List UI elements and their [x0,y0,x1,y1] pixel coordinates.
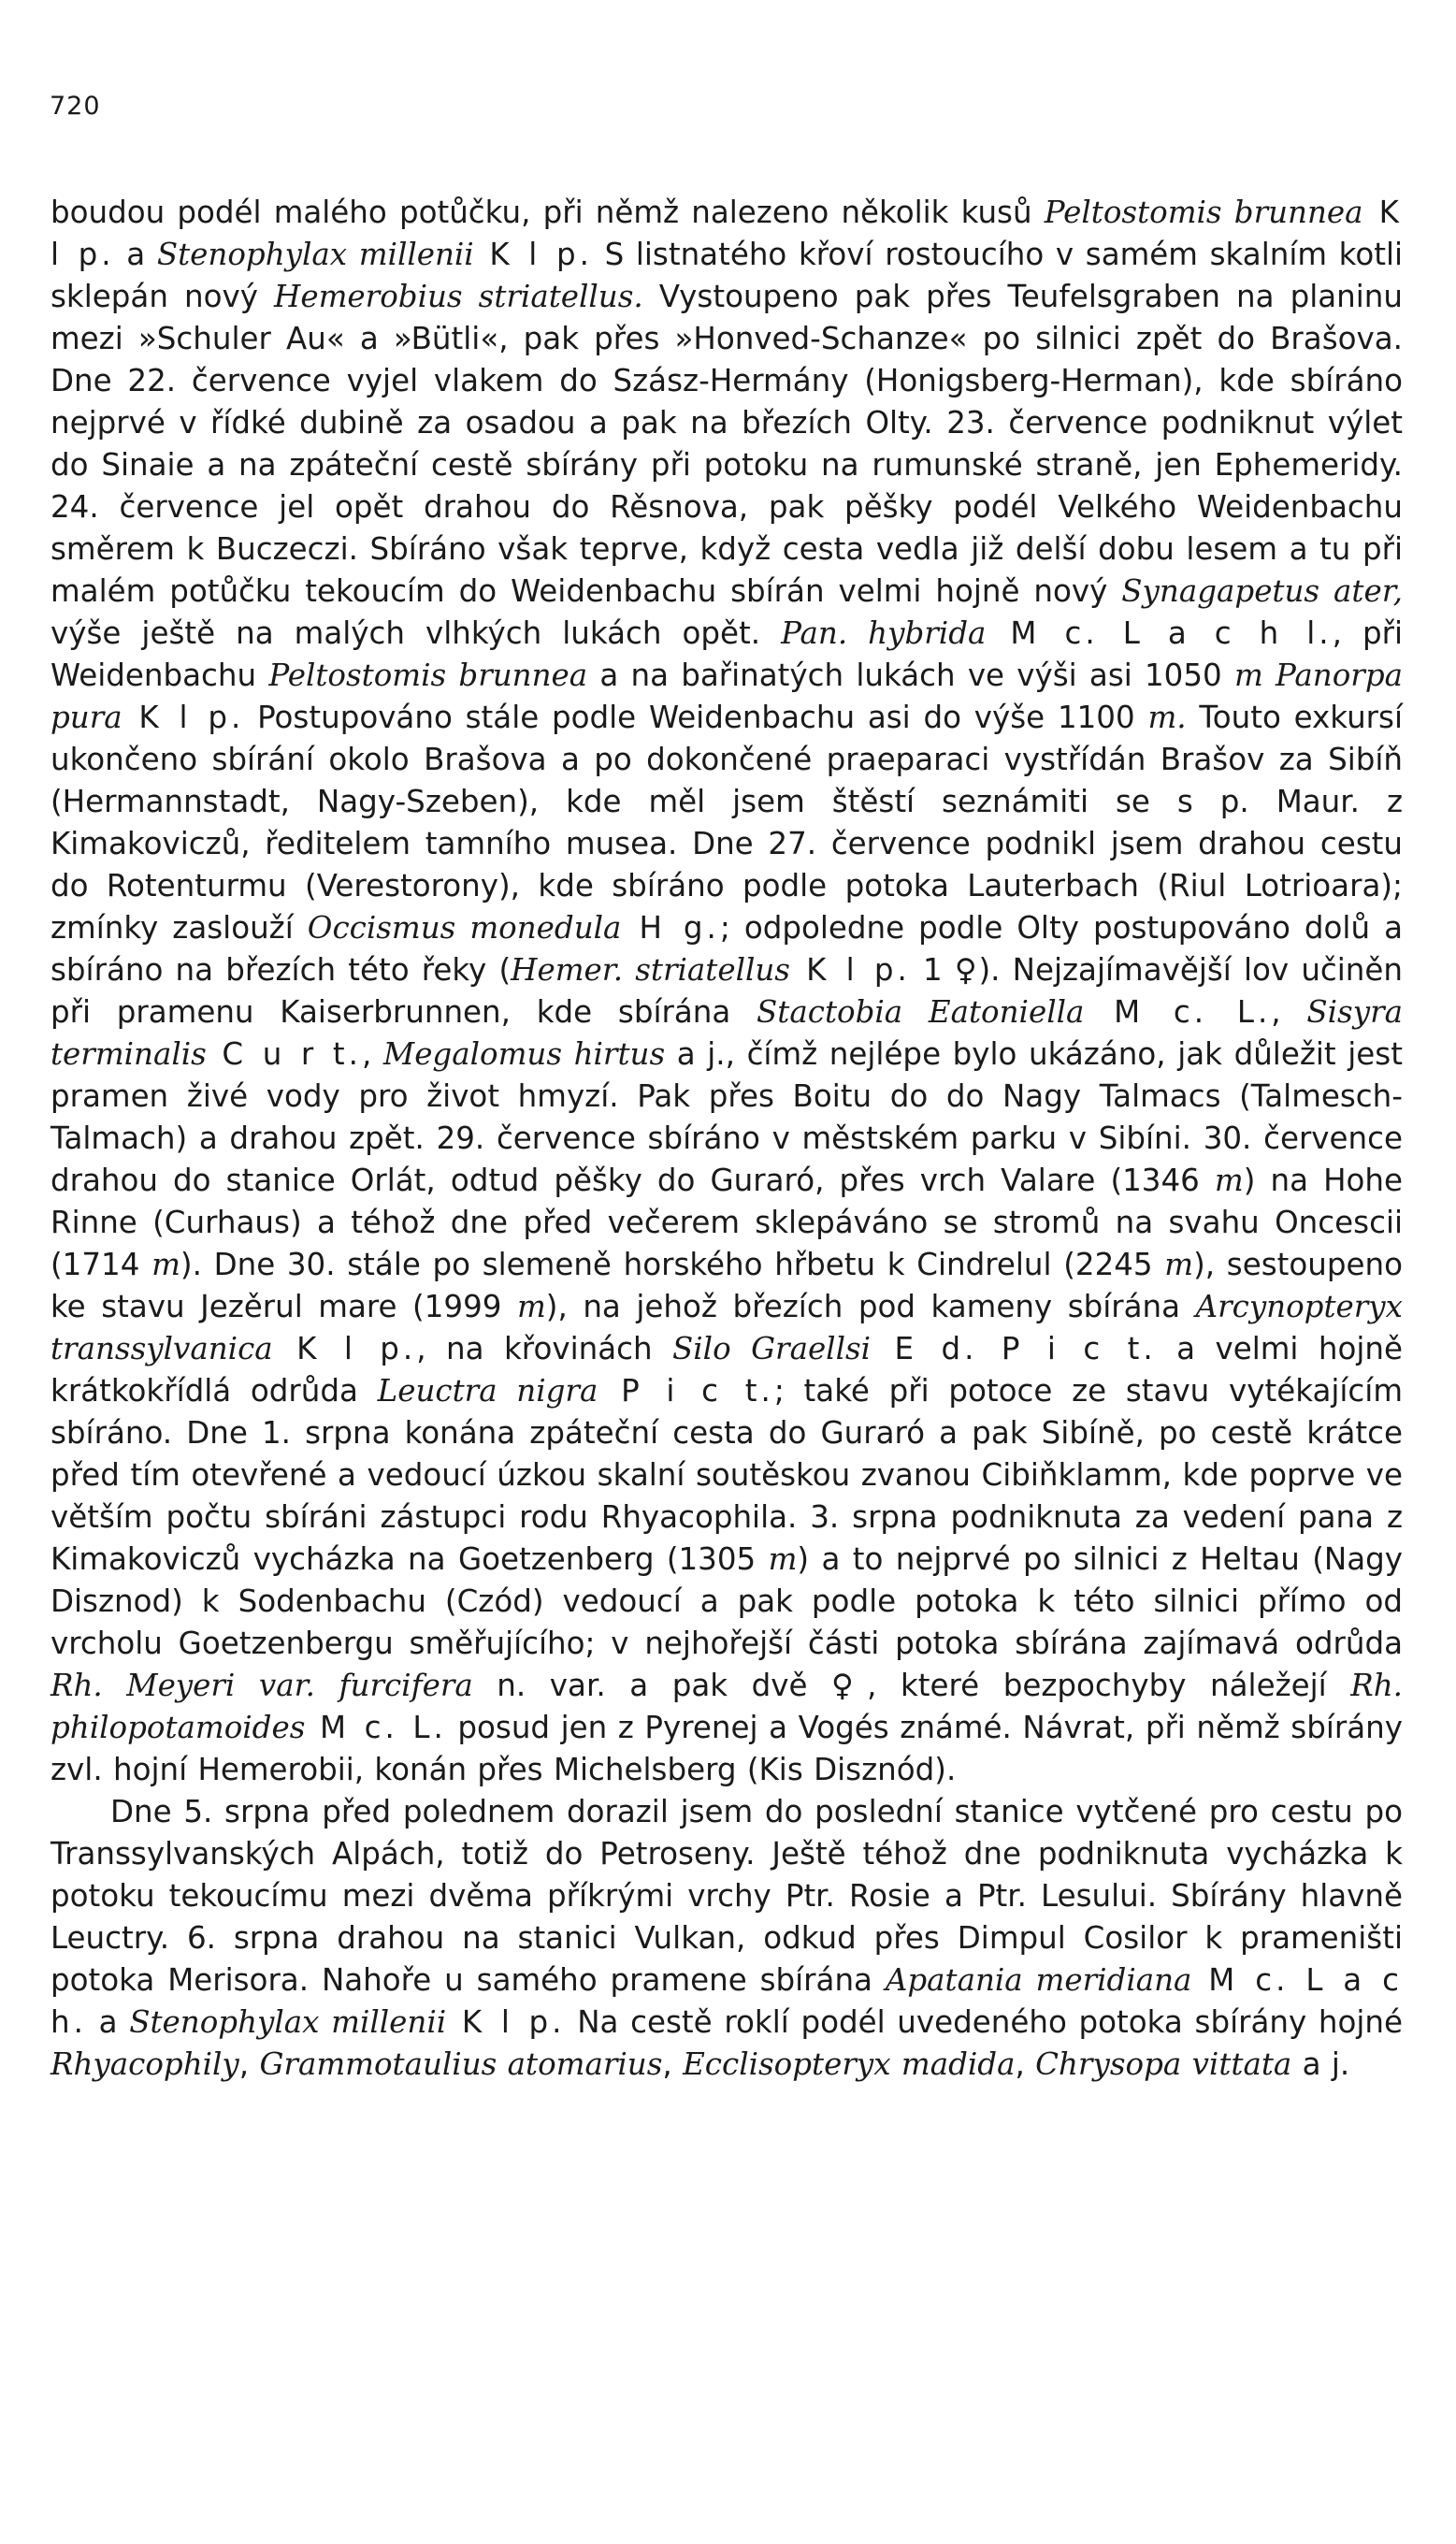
text-run: a velmi hojně krátkokřídlá odrůda [50,1331,1403,1409]
taxon-name: m [151,1247,180,1282]
text-run: n. var. a pak dvě ♀, které bezpochyby náležejí [472,1668,1351,1703]
author-abbreviation: K l p. [789,952,911,988]
taxon-name: m. [1147,700,1187,735]
taxon-name: Synagapetus ater, [1121,573,1403,609]
text-run: Dne 5. srpna před polednem dorazil jsem do poslední stanice vytčené pro cestu po Transsylvanských Alpách, totiž do Petroseny. Ještě téhož dne podniknuta vycházka k potoku tekoucímu mezi dvěma příkrými vrchy Ptr. Rosie a Ptr. Lesului. Sbírány hlavně Leuctry. 6. srpna drahou na stanici Vulkan, odkud přes Dimpul Cosilor k prameništi potoka Merisora. Nahoře u samého pramene sbírána [50,1794,1403,1998]
taxon-name: Panorpa pura [50,658,1404,735]
text-run: ), na jehož březích pod kameny sbírána [545,1289,1196,1324]
text-run: a j. [1291,2046,1350,2082]
taxon-name: Hemer. striatellus [511,952,790,988]
text-run: , [1271,994,1307,1030]
taxon-name: Hemerobius striatellus. [274,279,643,314]
taxon-name: m [1214,1163,1244,1198]
text-run: 1 ♀). Nejzajímavější lov učiněn při pramenu Kaiserbrunnen, kde sbírána [50,952,1404,1030]
paragraph-1 [50,192,1403,1791]
taxon-name: Sisyra terminalis [50,994,1404,1072]
text-run [1263,658,1276,693]
taxon-name: Pan. hybrida [781,615,987,651]
taxon-name: Stenophylax millenii [156,237,474,272]
taxon-name: Peltostomis brunnea [268,658,588,693]
body-text [50,192,1403,2086]
text-run: , na křovinách [416,1331,673,1366]
text-run: , [1015,2046,1036,2082]
taxon-name: Leuctra nigra [377,1373,598,1409]
author-abbreviation: K l p. [272,1331,417,1366]
text-run: ) na Hohe Rinne (Curhaus) a téhož dne před večerem sklepáváno se stromů na svahu Oncescii (1714 [50,1163,1403,1282]
taxon-name: m [768,1541,798,1577]
text-run: , při Weidenbachu [50,615,1403,693]
taxon-name: Occismus monedula [307,910,622,946]
text-run: a j., čímž nejlépe bylo ukázáno, jak důležit jest pramen živé vody pro život hmyzí. Pak přes Boitu do do Nagy Talmacs (Talmesch-Talmach) a drahou zpět. 29. července sbíráno v městském parku v Sibíni. 30. července drahou do stanice Orlát, odtud pěšky do Guraró, přes vrch Valare (1346 [50,1036,1403,1198]
taxon-name: Ecclisopteryx madida [683,2046,1016,2082]
text-run: ). Dne 30. stále po slemeně horského hřbetu k Cindrelul (2245 [180,1247,1165,1282]
author-abbreviation: C u r t. [206,1036,362,1072]
author-abbreviation: M c. L a c h l. [986,615,1333,651]
author-abbreviation: M c. L. [1084,994,1272,1030]
text-run: a [86,2004,130,2040]
author-abbreviation: M c. L a c h. [50,1962,1403,2040]
taxon-name: Stenophylax millenii [129,2004,447,2040]
text-run: ; také při potoce ze stavu vytékajícím sbíráno. Dne 1. srpna konána zpáteční cesta do Guraró a pak Sibíně, po cestě krátce před tím otevřené a vedoucí úzkou skalní soutěskou zvanou Cibiňklamm, kde poprve ve větším počtu sbíráni zástupci rodu Rhyacophila. 3. srpna podniknuta za vedení pana z Kimakoviczů vycházka na Goetzenberg (1305 [50,1373,1403,1577]
author-abbreviation: P i c t. [598,1373,774,1409]
taxon-name: Apatania meridiana [885,1962,1192,1998]
taxon-name: Megalomus hirtus [382,1036,666,1072]
author-abbreviation: H g. [621,910,720,946]
text-run: , [662,2046,684,2082]
text-run: ; odpoledne podle Olty postupováno dolů a sbíráno na březích této řeky ( [50,910,1403,988]
text-run: boudou podél malého potůčku, při němž nalezeno několik kusů [50,195,1045,230]
text-run: Vystoupeno pak přes Teufelsgraben na planinu mezi »Schuler Au« a »Bütli«, pak přes »Honved-Schanze« po silnici zpět do Brašova. Dne 22. července vyjel vlakem do Szász-Hermány (Honigsberg-Herman), kde sbíráno nejprvé v řídké dubině za osadou a pak na březích Olty. 23. července podniknut výlet do Sinaie a na zpáteční cestě sbírány při potoku na rumunské straně, jen Ephemeridy. 24. července jel opět drahou do Rěsnova, pak pěšky podél Velkého Weidenbachu směrem k Buczeczi. Sbíráno však teprve, když cesta vedla již delší dobu lesem a tu při malém potůčku tekoucím do Weidenbachu sbírán velmi hojně nový [50,279,1403,609]
taxon-name: Arcynopteryx transsylvanica [50,1289,1403,1366]
text-run: a na bařinatých lukách ve výši asi 1050 [587,658,1234,693]
paragraph-2 [50,1791,1403,2086]
taxon-name: Stactobia Eatoniella [757,994,1085,1030]
text-run: Na cestě roklí podél uvedeného potoka sbírány hojné [565,2004,1403,2040]
taxon-name: m [1233,658,1263,693]
text-run: ), sestoupeno ke stavu Jezěrul mare (1999 [50,1247,1403,1324]
text-run: posud jen z Pyrenej a Vogés známé. Návrat, při němž sbírány zvl. hojní Hemerobii, konán přes Michelsberg (Kis Disznód). [50,1710,1403,1787]
text-run: Postupováno stále podle Weidenbachu asi do výše 1100 [244,700,1148,735]
taxon-name: Rhyacophily [50,2046,239,2082]
text-run: , [361,1036,383,1072]
taxon-name: Chrysopa vittata [1035,2046,1292,2082]
taxon-name: Grammotaulius atomarius [259,2046,663,2082]
text-run: ) a to nejprvé po silnici z Heltau (Nagy Disznod) k Sodenbachu (Czód) vedoucí a pak podle potoka k této silnici přímo od vrcholu Goetzenbergu směřujícího; v nejhořejší části potoka sbírána zajímavá odrůda [50,1541,1403,1661]
text-run: a [114,237,157,272]
taxon-name: Rh. philopotamoides [50,1668,1403,1745]
text-run: S listnatého křoví rostoucího v samém skalním kotli sklepán nový [50,237,1404,314]
author-abbreviation: E d. P i c t. [871,1331,1157,1366]
author-abbreviation: K l p. [446,2004,566,2040]
taxon-name: Peltostomis brunnea [1044,195,1363,230]
author-abbreviation: K l p. [50,195,1403,272]
author-abbreviation: M c. L. [305,1710,447,1745]
text-run: výše ještě na malých vlhkých lukách opět. [50,615,782,651]
author-abbreviation: K l p. [473,237,593,272]
text-run: , [238,2046,260,2082]
taxon-name: Rh. Meyeri var. furcifera [50,1668,473,1703]
taxon-name: m [516,1289,546,1324]
text-run: Touto exkursí ukončeno sbírání okolo Brašova a po dokončené praeparaci vystřídán Brašov za Sibíň (Hermannstadt, Nagy-Szeben), kde měl jsem štěstí seznámiti se s p. Maur. z Kimakoviczů, ředitelem tamního musea. Dne 27. července podnikl jsem drahou cestu do Rotenturmu (Verestorony), kde sbíráno podle potoka Lauterbach (Riul Lotrioara); zmínky zaslouží [50,700,1404,946]
page-number: 720 [50,92,101,121]
taxon-name: Silo Graellsi [672,1331,872,1366]
taxon-name: m [1164,1247,1194,1282]
author-abbreviation: K l p. [122,700,245,735]
